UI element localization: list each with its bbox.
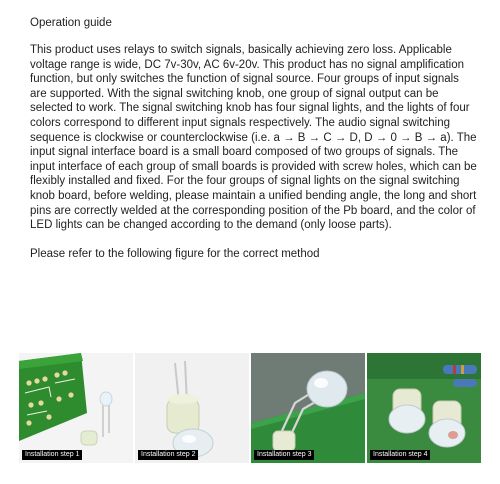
installation-step-3-photo [251, 353, 365, 463]
installation-step-4-photo [367, 353, 481, 463]
step-caption: Installation step 2 [138, 450, 198, 460]
led-with-bent-pins-photo [135, 353, 249, 463]
installation-step-2-photo [135, 353, 249, 463]
pcb-with-led-photo [19, 353, 133, 463]
figure-note: Please refer to the following figure for the correct method [30, 247, 320, 260]
step-caption: Installation step 4 [370, 450, 430, 460]
page-title: Operation guide [30, 17, 112, 29]
step-caption: Installation step 1 [22, 450, 82, 460]
installation-step-1-photo [19, 353, 133, 463]
step-caption: Installation step 3 [254, 450, 314, 460]
description-paragraph: This product uses relays to switch signals, basically achieving zero loss. Applicable voltage range is wide, DC 7v-30v, AC 6v-20v. This product has no signal amplification function, but only switches the function of signal source. Four groups of input signals are supported. With the signal switching knob, one group of signal output can be selected to work. The signal switching knob has four signal lights, and the lights of four colors correspond to different input signals respectively. The audio signal switching sequence is clockwise or counterclockwise (i.e. a → B → C → D, D → 0 → B → a). The input signal interface board is a small board composed of two groups of signals. The input interface of each group of small boards is provided with screw holes, which can be flexibly installed and fixed. For the four groups of signal lights on the signal switching knob board, before welding, please maintain a unified bending angle, the long and short pins are correctly welded at the corresponding position of the Pb board, and the color of LED lights can be changed according to the demand (only loose parts). [30, 44, 477, 232]
led-on-board-photo [251, 353, 365, 463]
installation-gallery [19, 353, 481, 463]
document-body [30, 16, 478, 262]
leds-mounted-photo [367, 353, 481, 463]
